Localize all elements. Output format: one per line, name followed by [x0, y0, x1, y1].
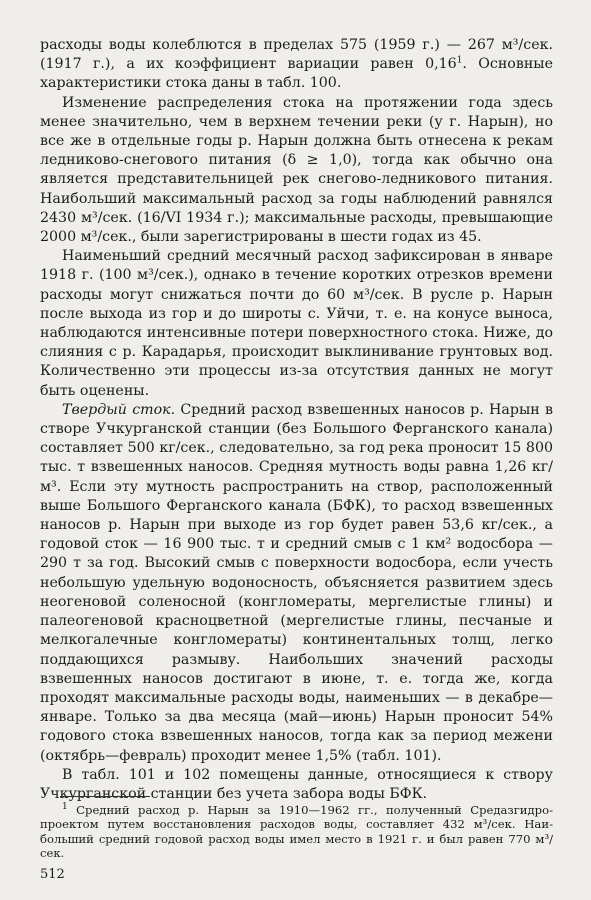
paragraph-1 — [40, 36, 553, 94]
paragraph-4 — [40, 401, 553, 766]
footnote-mark: 1 — [62, 802, 68, 813]
paragraph-3: Наименьший средний месячный расход зафиксирован в январе 1918 г. (100 м³/сек.), однако в течение коротких отрезков времени расходы могут снижаться почти до 60 м³/сек. В русле р. Нарын после выхода из гор и до широты с. Уйчи, т. е. на конусе выноса, наблюдаются интенсивные потери поверхностного стока. Ниже, до слияния с р. Карадарья, происходит выклинивание грунтовых вод. Количественно эти процессы из-за отсутствия данных не могут быть оценены. — [40, 248, 553, 399]
paragraph-2: Изменение распределения стока на протяжении года здесь менее значительно, чем в верхнем течении реки (у г. Нарын), но все же в отдельные годы р. Нарын должна быть отнесена к рекам ледниково-снегового питания (δ ≥ 1,0), тогда как обычно она является представительницей рек снегово-ледникового питания. Наибольший максимальный расход за годы наблюдений равнялся 2430 м³/сек. (16/VI 1934 г.); максимальные расходы, превышающие 2000 м³/сек., были зарегистрированы в шести годах из 45. — [40, 94, 553, 246]
footnote-divider — [60, 796, 150, 797]
footnote — [40, 803, 553, 860]
page-number: 512 — [40, 867, 65, 882]
paragraph-1-text-after: . Основные характеристики стока даны в табл. 100. — [40, 56, 553, 92]
footnote-reference[interactable]: 1 — [456, 55, 463, 66]
paragraph-1-text: расходы воды колеблются в пределах 575 (1959 г.) — 267 м³/сек. (1917 г.), а их коэффициент вариации равен 0,16 — [40, 37, 553, 73]
paragraph-5: В табл. 101 и 102 помещены данные, относящиеся к створу Учкурганской станции без учета забора воды БФК. — [40, 766, 553, 802]
footnote-text: Средний расход р. Нарын за 1910—1962 гг., полученный Средазгидропроектом путем восстановления расходов воды, составляет 432 м³/сек. Наибольший средний годовой расход воды имел место в 1921 г. и был равен 770 м³/сек. — [40, 803, 553, 860]
paragraph-4-text: Средний расход взвешенных наносов р. Нарын в створе Учкурганской станции (без Большого Ферганского канала) составляет 500 кг/сек., следовательно, за год река проносит 15 800 тыс. т взвешенных наносов. Средняя мутность воды равна 1,26 кг/м³. Если эту мутность распространить на створ, расположенный выше Большого Ферганского канала (БФК), то расход взвешенных наносов р. Нарын при выходе из гор будет равен 53,6 кг/сек., а годовой сток — 16 900 тыс. т и средний смыв с 1 км² водосбора — 290 т за год. Высокий смыв с поверхности водосбора, если учесть небольшую удельную водоносность, объясняется развитием здесь неогеновой соленосной (конгломераты, мергелистые глины) и палеогеновой красноцветной (мергелистые глины, песчаные и мелкогалечные конгломераты) континентальных толщ, легко поддающихся размыву. Наибольших значений расходы взвешенных наносов достигают в июне, т. е. тогда же, когда проходят максимальные расходы воды, наименьших — в декабре—январе. Только за два месяца (май—июнь) Нарын проносит 54% годового стока взвешенных наносов, тогда как за период межени (октябрь—февраль) проходит менее 1,5% (табл. 101). — [40, 401, 553, 764]
page-body — [40, 36, 553, 804]
section-lead-italic: Твердый сток. — [62, 401, 176, 418]
